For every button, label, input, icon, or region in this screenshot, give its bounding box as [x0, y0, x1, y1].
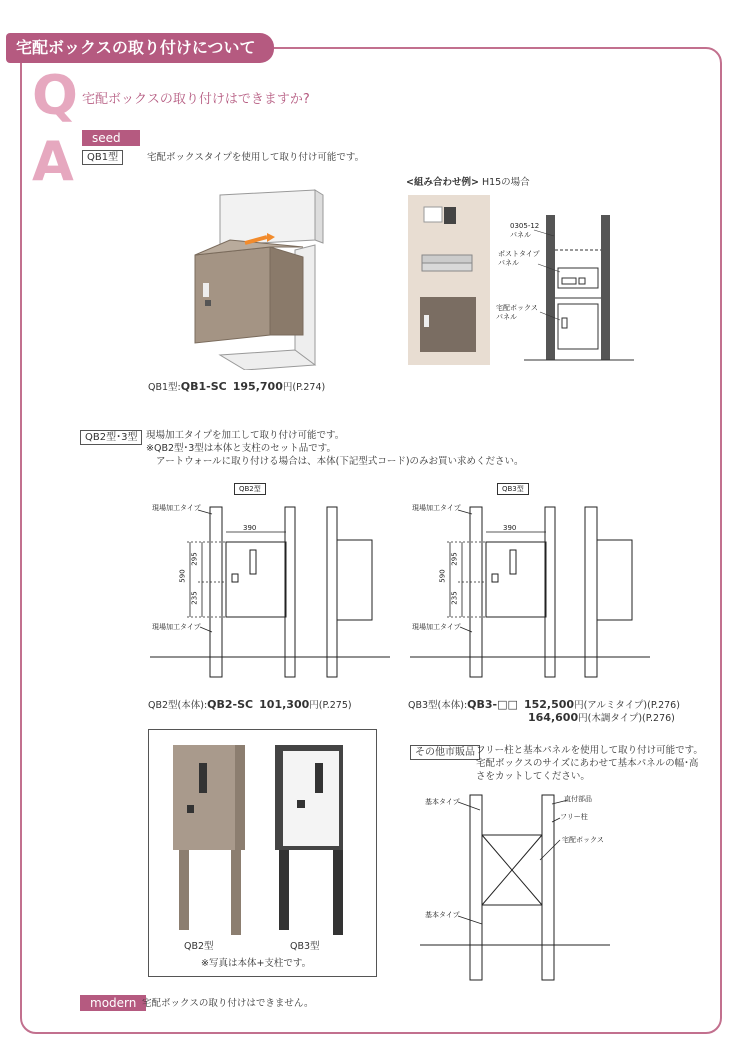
qb2-yen: 円	[309, 700, 319, 711]
qb3-site-label-top: 現場加工タイプ	[412, 504, 461, 512]
combo-panel-label-b: パネル	[510, 231, 531, 239]
other-line3: さをカットしてください。	[476, 771, 590, 782]
combo-post-label-a: ポストタイプ	[498, 250, 540, 258]
photo-label-qb2: QB2型	[184, 941, 214, 952]
combo-post-label-b: パネル	[498, 259, 519, 267]
qb2-site-label-top: 現場加工タイプ	[152, 504, 201, 512]
qb3-price-line	[408, 698, 680, 712]
combo-box-label-b: パネル	[496, 313, 517, 321]
qb2-price: 101,300	[259, 698, 310, 711]
seed-label: seed	[82, 130, 140, 146]
qb3-tag: QB3型	[497, 483, 529, 495]
combo-case: H15の場合	[481, 177, 530, 188]
other-free-post: フリー柱	[560, 813, 588, 821]
combo-header	[406, 176, 530, 189]
page-title: 宅配ボックスの取り付けについて	[6, 33, 274, 63]
combo-photo	[408, 195, 490, 365]
other-line1: フリー柱と基本パネルを使用して取り付け可能です。	[476, 745, 703, 756]
other-delivery-box: 宅配ボックス	[562, 836, 604, 844]
other-basic-top: 基本タイプ	[425, 798, 460, 806]
qb1-price-line	[148, 380, 325, 394]
other-label: その他市販品	[410, 745, 480, 760]
other-line2: 宅配ボックスのサイズにあわせて基本パネルの幅･高	[476, 758, 699, 769]
question-text: 宅配ボックスの取り付けはできますか?	[82, 92, 310, 107]
qb1-price: 195,700	[232, 380, 283, 393]
qb23-line1: 現場加工タイプを加工して取り付け可能です。	[146, 430, 345, 441]
qb2-dim-590: 590	[178, 569, 187, 583]
qb3-note-alu: 円(アルミタイプ)(P.276)	[574, 700, 680, 711]
qb-photo-illustration	[165, 745, 365, 940]
qb2-site-label-bottom: 現場加工タイプ	[152, 623, 201, 631]
qb3-note-wood: 円(木調タイプ)(P.276)	[578, 713, 675, 724]
qb1-yen: 円	[282, 382, 293, 393]
qb3-site-label-bottom: 現場加工タイプ	[412, 623, 461, 631]
qb2-dim-235: 235	[190, 591, 199, 605]
qb3-price-line2	[528, 711, 675, 725]
qb2-dim-390: 390	[243, 524, 257, 532]
modern-desc: 宅配ボックスの取り付けはできません。	[142, 998, 314, 1009]
other-basic-bottom: 基本タイプ	[425, 911, 460, 919]
qb23-label: QB2型･3型	[80, 430, 142, 445]
qb23-text	[146, 429, 524, 468]
qb1-code: QB1-SC	[180, 380, 227, 393]
qb23-line3: アートウォールに取り付ける場合は、本体(下記型式コード)のみお買い求めください。	[156, 456, 524, 467]
other-fittings: 直付部品	[564, 795, 592, 803]
qb2-code: QB2-SC	[207, 698, 254, 711]
qb3-dim-590: 590	[438, 569, 447, 583]
photo-label-qb3: QB3型	[290, 941, 320, 952]
qb1-label: QB1型	[82, 150, 123, 165]
other-text	[476, 744, 703, 783]
qb23-line2: ※QB2型･3型は本体と支柱のセット品です。	[146, 443, 337, 454]
qb1-desc: 宅配ボックスタイプを使用して取り付け可能です。	[147, 152, 365, 163]
qb2-dim-295: 295	[190, 552, 199, 566]
combo-panel-label	[510, 222, 539, 240]
qb2-page: (P.275)	[318, 700, 352, 711]
a-letter: A	[32, 130, 74, 193]
modern-label: modern	[80, 995, 146, 1011]
combo-title: <組み合わせ例>	[406, 177, 479, 188]
qb2-drawing	[150, 492, 390, 687]
photo-note: ※写真は本体+支柱です。	[201, 958, 312, 969]
qb3-dim-390: 390	[503, 524, 517, 532]
qb1-product-illustration	[185, 185, 335, 370]
qb2-tag: QB2型	[234, 483, 266, 495]
qb3-price-wood: 164,600	[528, 711, 579, 724]
qb3-price-prefix: QB3型(本体):	[408, 700, 468, 711]
qb3-dim-235: 235	[450, 591, 459, 605]
qb2-price-line	[148, 698, 352, 712]
combo-box-label	[496, 304, 538, 322]
qb3-drawing	[410, 492, 650, 687]
qb3-price-alu: 152,500	[523, 698, 575, 711]
combo-panel-label-a: 0305-12	[510, 222, 540, 230]
qb1-page: (P.274)	[292, 382, 326, 393]
combo-post-label	[498, 250, 540, 268]
other-drawing	[420, 790, 620, 985]
combo-box-label-a: 宅配ボックス	[496, 304, 538, 312]
qb1-price-prefix: QB1型:	[148, 382, 181, 393]
qb3-code: QB3-□□	[467, 698, 518, 711]
q-letter: Q	[32, 64, 78, 127]
qb2-price-prefix: QB2型(本体):	[148, 700, 208, 711]
qb3-dim-295: 295	[450, 552, 459, 566]
